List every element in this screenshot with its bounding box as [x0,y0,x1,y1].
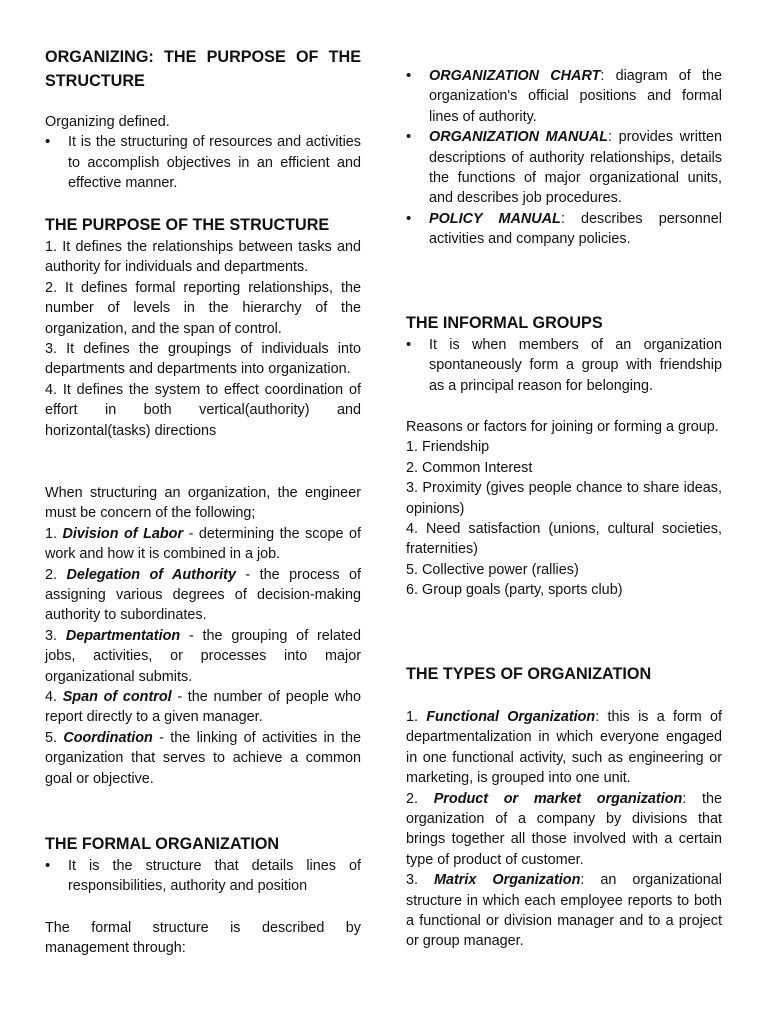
list-item: 3. Proximity (gives people chance to share ideas, opinions) [406,480,722,517]
list-item: 3. It defines the groupings of individuals into departments and departments into organization. [45,341,361,378]
item-number: 2. [45,566,67,583]
formal-described: The formal structure is described by management through: [45,920,361,957]
item-term: Functional Organization [426,709,596,725]
item-number: 1. [45,525,63,542]
item-description: : describes personnel activities and company policies. [429,210,722,248]
informal-section [406,335,722,396]
item-description: - determining the scope of work and how it is combined in a job. [45,525,362,563]
purpose-list [45,237,361,441]
item-term: Coordination [63,729,153,746]
list-item: • It is when members of an organization spontaneously form a group with friendship as a principal reason for belonging. [406,335,722,396]
list-item [45,524,361,565]
item-number: 4. [45,689,63,706]
item-term: Departmentation [65,627,181,644]
structure-tools-section [406,66,722,250]
item-term: Matrix Organization [434,872,581,889]
item-description: : diagram of the organization's official positions and formal lines of authority. [429,68,722,125]
list-item: 2. Common Interest [406,459,533,476]
list-item [406,209,722,250]
informal-list [406,335,722,396]
list-item: 6. Group goals (party, sports club) [406,582,623,599]
item-term: POLICY MANUAL [429,210,561,227]
item-number: 3. [45,627,66,644]
item-term: Span of control [62,689,172,706]
formal-heading: THE FORMAL ORGANIZATION [45,835,280,853]
formal-list [45,856,361,897]
informal-heading-block [406,312,722,334]
item-number: 1. [406,709,427,725]
reasons-intro: Reasons or factors for joining or forming a group. [406,419,719,435]
item-description: : an organizational structure in which each employee reports to both a functional or division manager and to a project or group manager. [406,872,722,950]
item-term: ORGANIZATION MANUAL [429,129,609,146]
informal-heading: THE INFORMAL GROUPS [406,314,603,332]
title-block [45,45,361,93]
purpose-heading-block [45,214,361,236]
list-item [45,626,361,687]
list-item [406,127,722,209]
item-term: Product or market organization [433,790,683,807]
list-item: 1. It defines the relationships between tasks and authority for individuals and departments. [45,239,361,276]
item-description: - the linking of activities in the organization that serves to achieve a common goal or objective. [45,729,361,787]
item-number: 2. [406,790,434,807]
formal-described-block [45,918,361,959]
formal-heading-block [45,833,361,855]
concern-intro: When structuring an organization, the engineer must be concern of the following; [45,485,361,522]
list-item [45,687,361,728]
item-description: : this is a form of departmentalization in which everyone engaged in one functional activity, such as engineering or marketing, is grouped into one unit. [406,709,723,787]
organizing-defined-list [45,132,361,193]
structure-tools-list [406,66,722,250]
document-title: ORGANIZING: THE PURPOSE OF THE STRUCTURE [45,48,361,90]
list-item [406,789,722,871]
item-description: - the process of assigning various degrees of decision-making authority to subordinates. [45,566,362,624]
list-item: 4. Need satisfaction (unions, cultural societies, fraternities) [406,521,722,558]
list-item [45,565,361,626]
item-number: 5. [45,729,64,746]
item-term: Delegation of Authority [66,566,236,583]
item-term: ORGANIZATION CHART [429,68,601,84]
formal-section [45,856,361,897]
types-section [406,707,722,952]
item-description: - the grouping of related jobs, activities, or processes into major organizational submits. [45,627,361,685]
item-description: : provides written descriptions of authority relationships, details the functions of major organizational units, and describes job procedures. [429,129,722,207]
concern-section [45,483,361,789]
list-item: 2. It defines formal reporting relationships, the number of levels in the hierarchy of the organization, and the span of control. [45,279,361,337]
list-item [45,728,361,789]
item-term: Division of Labor [62,525,184,542]
organizing-defined-section [45,112,361,194]
list-item: • It is the structuring of resources and activities to accomplish objectives in an efficient and effective manner. [45,132,361,193]
list-item: 4. It defines the system to effect coordination of effort in both vertical(authority) and horizontal(tasks) directions [45,381,361,439]
list-item: 1. Friendship [406,439,490,456]
list-item: • It is the structure that details lines of responsibilities, authority and position [45,856,361,897]
types-heading: THE TYPES OF ORGANIZATION [406,665,652,683]
item-description: : the organization of a company by divisions that brings together all those involved with a certain type of product of customer. [406,790,722,868]
purpose-heading: THE PURPOSE OF THE STRUCTURE [45,216,330,234]
organizing-defined-label: Organizing defined. [45,114,170,130]
list-item [406,870,722,952]
item-number: 3. [406,872,435,889]
list-item [406,66,722,127]
reasons-section [406,417,722,601]
list-item [406,707,722,789]
list-item: 5. Collective power (rallies) [406,561,579,578]
types-heading-block [406,663,722,685]
item-description: - the number of people who report directly to a given manager. [45,689,361,726]
